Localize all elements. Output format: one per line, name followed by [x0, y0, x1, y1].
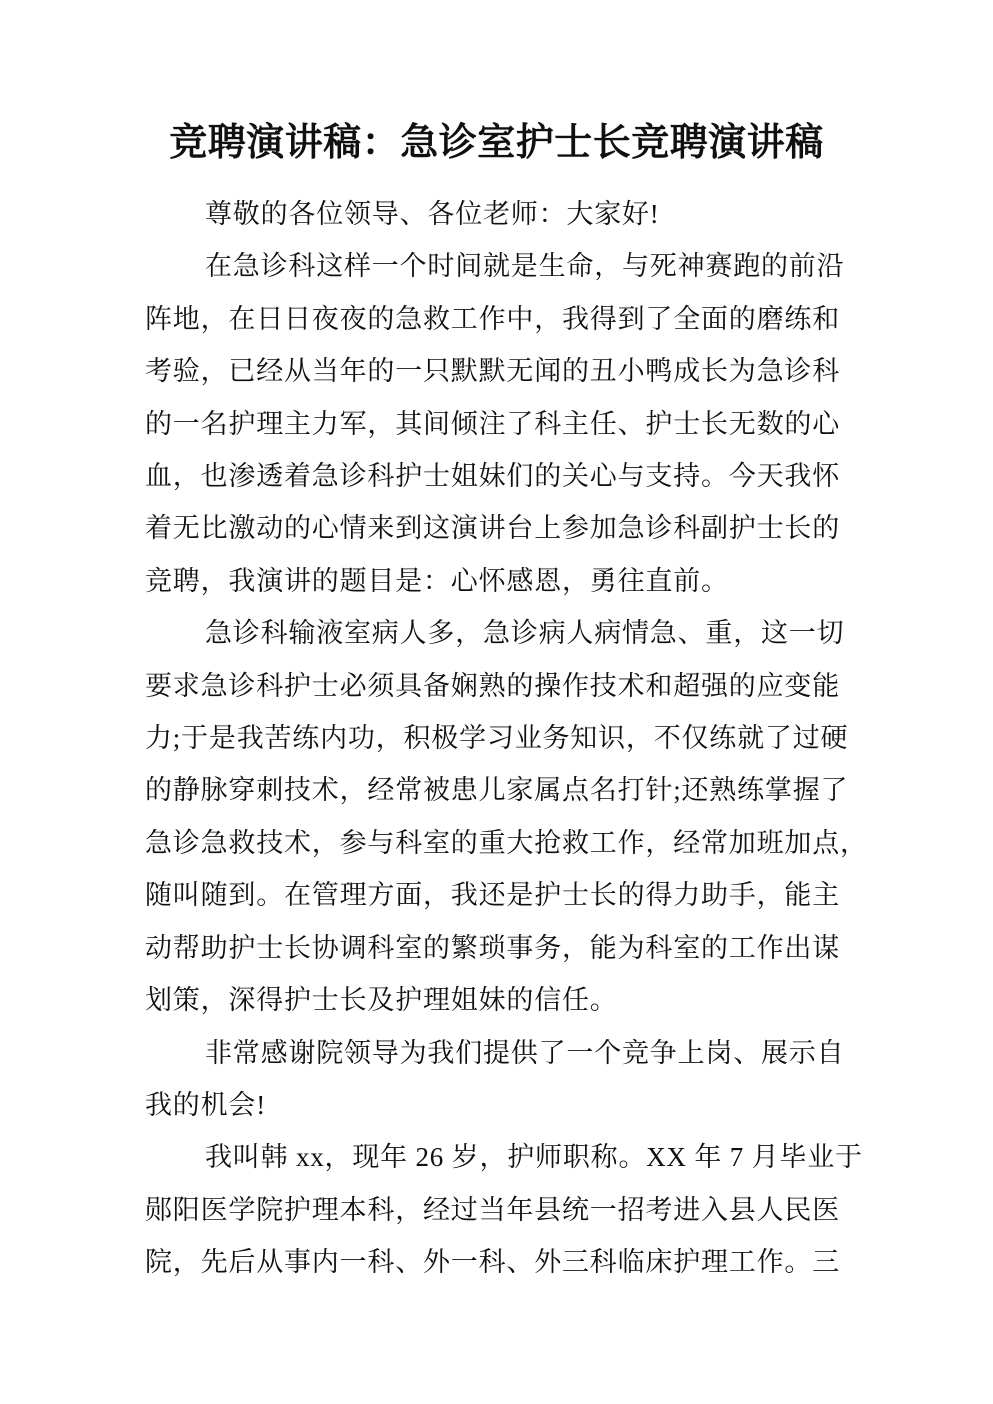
text-line: 竞聘，我演讲的题目是：心怀感恩，勇往直前。: [145, 565, 729, 596]
text-line: 在急诊科这样一个时间就是生命，与死神赛跑的前沿: [205, 251, 845, 282]
text-line: 力;于是我苦练内功，积极学习业务知识，不仅练就了过硬: [145, 723, 849, 754]
text-line: 的一名护理主力军，其间倾注了科主任、护士长无数的心: [145, 408, 840, 439]
document-title: 竞聘演讲稿：急诊室护士长竞聘演讲稿: [169, 122, 824, 164]
text-line: 院，先后从事内一科、外一科、外三科临床护理工作。三: [145, 1247, 840, 1278]
text-line: 急诊急救技术，参与科室的重大抢救工作，经常加班加点，: [145, 827, 868, 858]
text-line: 着无比激动的心情来到这演讲台上参加急诊科副护士长的: [145, 513, 840, 544]
text-line: 尊敬的各位领导、各位老师：大家好!: [205, 199, 660, 229]
text-line: 血，也渗透着急诊科护士姐妹们的关心与支持。今天我怀: [145, 461, 840, 492]
paragraph: [145, 1027, 855, 1132]
text-line: 随叫随到。在管理方面，我还是护士长的得力助手，能主: [145, 880, 840, 911]
paragraph: [145, 607, 868, 1026]
text-line: 急诊科输液室病人多，急诊病人病情急、重，这一切: [205, 618, 845, 649]
text-line: 动帮助护士长协调科室的繁琐事务，能为科室的工作出谋: [145, 932, 840, 963]
text-line: 非常感谢院领导为我们提供了一个竞争上岗、展示自: [205, 1037, 845, 1068]
text-line: 划策，深得护士长及护理姐妹的信任。: [145, 985, 618, 1016]
text-line: 要求急诊科护士必须具备娴熟的操作技术和超强的应变能: [145, 670, 840, 701]
text-line: 考验，已经从当年的一只默默无闻的丑小鸭成长为急诊科: [145, 356, 840, 387]
paragraph: [145, 240, 855, 607]
text-line: 阵地，在日日夜夜的急救工作中，我得到了全面的磨练和: [145, 303, 840, 334]
text-line: 我的机会!: [145, 1089, 266, 1120]
text-line: 的静脉穿刺技术，经常被患儿家属点名打针;还熟练掌握了: [145, 775, 849, 806]
text-line: 郧阳医学院护理本科，经过当年县统一招考进入县人民医: [145, 1194, 840, 1225]
text-line: 我叫韩 xx，现年 26 岁，护师职称。XX 年 7 月毕业于: [205, 1142, 863, 1173]
paragraph: [145, 188, 855, 240]
document-body: [145, 188, 868, 1289]
paragraph: [145, 1131, 863, 1288]
